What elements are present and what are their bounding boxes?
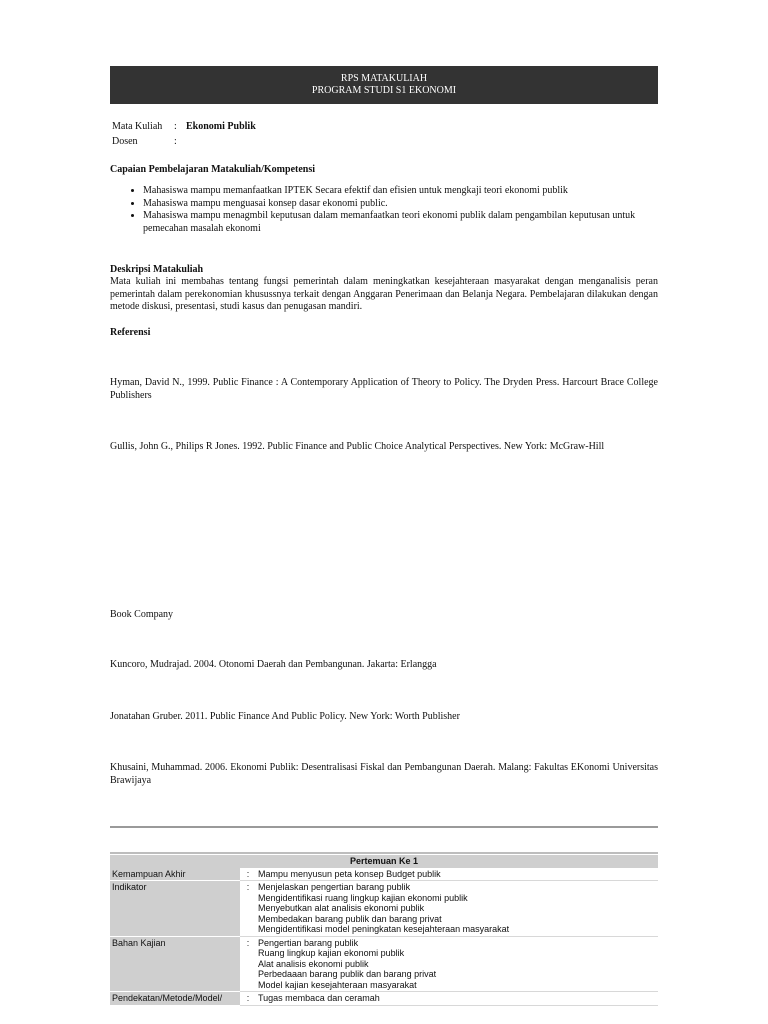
value-line: Menyebutkan alat analisis ekonomi publik	[258, 903, 425, 913]
row-label: Indikator	[110, 881, 240, 937]
list-item: • Mahasiswa mampu memanfaatkan IPTEK Secara efektif dan efisien untuk mengkaji teori ekonomi publik	[143, 185, 658, 198]
value-line: Menjelaskan pengertian barang publik	[258, 882, 411, 892]
course-row	[112, 119, 256, 134]
header-title: RPS MATAKULIAH	[340, 73, 428, 84]
reference-item: Gullis, John G., Philips R Jones. 1992. Public Finance and Public Choice Analytical Perspectives. New York: McGraw-Hill	[110, 441, 605, 452]
table-row	[110, 881, 658, 937]
capaian-list	[110, 185, 658, 235]
capaian-title: Capaian Pembelajaran Matakuliah/Kompetensi	[110, 164, 316, 175]
row-value	[256, 936, 658, 992]
document-header	[110, 66, 658, 104]
value-line: Mengidentifikasi ruang lingkup kajian ekonomi publik	[258, 892, 468, 903]
value-line: Membedakan barang publik dan barang privat	[258, 913, 442, 924]
lecturer-label: Dosen	[112, 136, 138, 147]
row-label: Pendekatan/Metode/Model/	[110, 992, 240, 1006]
row-value	[256, 868, 658, 881]
value-line: Pengertian barang publik	[258, 937, 359, 948]
deskripsi-text: Mata kuliah ini membahas tentang fungsi pemerintah dalam meningkatkan kesejahteraan masyarakat dengan menganalisis peran pemerintah dalam perekonomian khusussnya terkait dengan Anggaran Penerimaan dan Belanja Negara. Pembelajaran dilakukan dengan metode diskusi, presentasi, studi kasus dan penugasan mandiri.	[110, 276, 658, 312]
reference-item: Kuncoro, Mudrajad. 2004. Otonomi Daerah dan Pembangunan. Jakarta: Erlangga	[110, 659, 437, 670]
table-top-rule	[110, 852, 658, 854]
value-line: Mengidentifikasi model peningkatan kesejahteraan masyarakat	[258, 924, 510, 934]
deskripsi-title: Deskripsi Matakuliah	[110, 264, 204, 275]
value-line: Alat analisis ekonomi publik	[258, 958, 369, 969]
reference-item: Khusaini, Muhammad. 2006. Ekonomi Publik: Desentralisasi Fiskal dan Pembangunan Daerah. Malang: Fakultas EKonomi Universitas Brawijaya	[110, 762, 658, 786]
row-label: Kemampuan Akhir	[110, 868, 240, 881]
course-value: Ekonomi Publik	[186, 121, 256, 132]
table-row	[110, 992, 658, 1006]
section-divider	[110, 826, 658, 828]
header-subtitle: PROGRAM STUDI S1 EKONOMI	[311, 85, 457, 96]
table-row	[110, 936, 658, 992]
pertemuan-title: Pertemuan Ke 1	[110, 855, 658, 868]
course-colon: :	[174, 121, 177, 132]
row-value	[256, 881, 658, 937]
row-colon: :	[240, 881, 256, 937]
table-row	[110, 868, 658, 881]
row-label: Bahan Kajian	[110, 936, 240, 992]
reference-item: Hyman, David N., 1999. Public Finance : A Contemporary Application of Theory to Policy. The Dryden Press. Harcourt Brace College Publishers	[110, 377, 658, 401]
table-header-row	[110, 855, 658, 868]
reference-item: Book Company	[110, 609, 174, 620]
row-colon: :	[240, 936, 256, 992]
lecturer-colon: :	[174, 136, 177, 147]
list-item: • Mahasiswa mampu menguasai konsep dasar ekonomi public.	[143, 198, 658, 211]
value-line: Mampu menyusun peta konsep Budget publik	[258, 868, 441, 879]
list-item: • Mahasiswa mampu menagmbil keputusan dalam memanfaatkan teori ekonomi publik dalam pengambilan keputusan untuk pemecahan masalah ekonomi	[143, 210, 658, 235]
pertemuan-table	[110, 855, 658, 1006]
value-line: Perbedaaan barang publik dan barang privat	[258, 969, 437, 979]
reference-item: Jonatahan Gruber. 2011. Public Finance And Public Policy. New York: Worth Publisher	[110, 711, 460, 722]
lecturer-row	[112, 134, 256, 149]
referensi-title: Referensi	[110, 327, 151, 338]
value-line: Ruang lingkup kajian ekonomi publik	[258, 948, 405, 958]
value-line: Model kajian kesejahteraan masyarakat	[258, 979, 417, 990]
row-colon: :	[240, 868, 256, 881]
course-label: Mata Kuliah	[112, 121, 163, 132]
row-colon: :	[240, 992, 256, 1006]
row-value	[256, 992, 658, 1006]
course-meta	[112, 119, 256, 149]
value-line: Tugas membaca dan ceramah	[258, 993, 380, 1003]
